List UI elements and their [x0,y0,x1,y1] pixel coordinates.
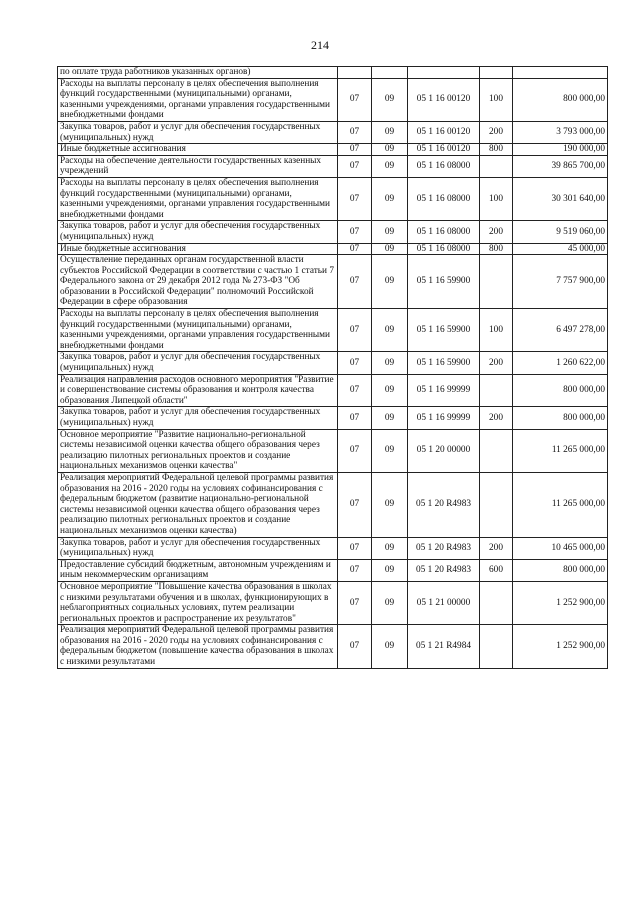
row-subsection-cell: 09 [372,221,408,243]
row-section-cell: 07 [338,559,372,581]
row-target-article-cell: 05 1 20 R4983 [408,537,480,559]
table-row [58,144,608,156]
row-name-cell: Осуществление переданных органам государственной власти субъектов Российской Федерации в соответствии с частью 1 статьи 7 Федерального закона от 29 декабря 2012 года № 273-ФЗ "Об образовании в Российской Федерации" полномочий Российской Федерации в сфере образования [58,255,338,309]
row-section-cell [338,67,372,79]
row-target-article-cell: 05 1 16 00120 [408,144,480,156]
row-section-cell: 07 [338,221,372,243]
row-target-article-cell: 05 1 16 08000 [408,155,480,177]
row-subsection-cell: 09 [372,78,408,121]
row-amount-cell: 3 793 000,00 [513,121,608,143]
row-target-article-cell: 05 1 16 08000 [408,221,480,243]
row-amount-cell: 800 000,00 [513,407,608,429]
row-expense-type-cell: 200 [480,407,513,429]
row-subsection-cell: 09 [372,625,408,668]
table-row [58,155,608,177]
table-row [58,374,608,407]
table-row [58,581,608,624]
row-expense-type-cell: 600 [480,559,513,581]
row-subsection-cell: 09 [372,243,408,255]
row-name-cell: Расходы на выплаты персоналу в целях обеспечения выполнения функций государственными (муниципальными) органами, казенными учреждениями, органами управления государственными внебюджетными фондами [58,78,338,121]
table-row [58,309,608,352]
row-name-cell: Основное мероприятие "Развитие национально-региональной системы независимой оценки качества общего образования через реализацию пилотных региональных проектов и создание национальных механизмов оценки качества" [58,429,338,472]
row-subsection-cell: 09 [372,429,408,472]
row-amount-cell: 39 865 700,00 [513,155,608,177]
row-amount-cell: 800 000,00 [513,559,608,581]
row-subsection-cell: 09 [372,352,408,374]
row-expense-type-cell [480,581,513,624]
row-section-cell: 07 [338,309,372,352]
row-expense-type-cell [480,155,513,177]
budget-table-body [58,67,608,669]
row-expense-type-cell: 200 [480,537,513,559]
row-section-cell: 07 [338,537,372,559]
row-amount-cell: 7 757 900,00 [513,255,608,309]
row-target-article-cell [408,67,480,79]
row-expense-type-cell [480,625,513,668]
table-row [58,559,608,581]
row-name-cell: Закупка товаров, работ и услуг для обеспечения государственных (муниципальных) нужд [58,537,338,559]
row-section-cell: 07 [338,374,372,407]
table-row [58,625,608,668]
row-amount-cell: 10 465 000,00 [513,537,608,559]
row-expense-type-cell: 200 [480,221,513,243]
row-expense-type-cell: 200 [480,352,513,374]
table-row [58,255,608,309]
row-expense-type-cell [480,472,513,537]
row-section-cell: 07 [338,243,372,255]
row-subsection-cell: 09 [372,581,408,624]
table-row [58,121,608,143]
row-name-cell: Расходы на выплаты персоналу в целях обеспечения выполнения функций государственными (муниципальными) органами, казенными учреждениями, органами управления государственными внебюджетными фондами [58,177,338,220]
row-section-cell: 07 [338,177,372,220]
row-expense-type-cell [480,374,513,407]
table-row [58,407,608,429]
page-number: 214 [311,38,329,52]
row-section-cell: 07 [338,429,372,472]
row-target-article-cell: 05 1 16 08000 [408,243,480,255]
row-name-cell: Предоставление субсидий бюджетным, автономным учреждениям и иным некоммерческим организациям [58,559,338,581]
row-amount-cell: 1 252 900,00 [513,625,608,668]
row-target-article-cell: 05 1 16 59900 [408,309,480,352]
row-name-cell: Иные бюджетные ассигнования [58,243,338,255]
row-subsection-cell: 09 [372,177,408,220]
row-subsection-cell: 09 [372,121,408,143]
table-row [58,67,608,79]
row-section-cell: 07 [338,581,372,624]
row-name-cell: Расходы на выплаты персоналу в целях обеспечения выполнения функций государственными (муниципальными) органами, казенными учреждениями, органами управления государственными внебюджетными фондами [58,309,338,352]
row-subsection-cell: 09 [372,309,408,352]
row-target-article-cell: 05 1 21 R4984 [408,625,480,668]
row-subsection-cell: 09 [372,144,408,156]
row-target-article-cell: 05 1 20 00000 [408,429,480,472]
row-name-cell: Расходы на обеспечение деятельности государственных казенных учреждений [58,155,338,177]
row-section-cell: 07 [338,255,372,309]
row-name-cell: Реализация мероприятий Федеральной целевой программы развития образования на 2016 - 2020 годы на условиях софинансирования с федеральным бюджетом (развитие национально-региональной системы независимой оценки качества общего образования через реализацию пилотных региональных проектов и создание национальных механизмов оценки качества) [58,472,338,537]
row-expense-type-cell [480,429,513,472]
table-row [58,221,608,243]
table-row [58,429,608,472]
row-target-article-cell: 05 1 16 00120 [408,78,480,121]
row-subsection-cell: 09 [372,407,408,429]
row-section-cell: 07 [338,352,372,374]
table-row [58,177,608,220]
row-amount-cell: 190 000,00 [513,144,608,156]
row-expense-type-cell: 800 [480,144,513,156]
row-name-cell: по оплате труда работников указанных органов) [58,67,338,79]
row-amount-cell: 11 265 000,00 [513,472,608,537]
row-subsection-cell: 09 [372,537,408,559]
row-section-cell: 07 [338,121,372,143]
row-name-cell: Закупка товаров, работ и услуг для обеспечения государственных (муниципальных) нужд [58,352,338,374]
row-amount-cell: 800 000,00 [513,78,608,121]
table-row [58,472,608,537]
row-amount-cell: 1 260 622,00 [513,352,608,374]
row-target-article-cell: 05 1 16 99999 [408,407,480,429]
row-expense-type-cell: 800 [480,243,513,255]
row-name-cell: Иные бюджетные ассигнования [58,144,338,156]
row-section-cell: 07 [338,407,372,429]
row-subsection-cell [372,67,408,79]
row-target-article-cell: 05 1 20 R4983 [408,559,480,581]
row-target-article-cell: 05 1 16 59900 [408,255,480,309]
budget-table [57,66,608,669]
row-amount-cell: 30 301 640,00 [513,177,608,220]
row-section-cell: 07 [338,155,372,177]
row-name-cell: Реализация направления расходов основного мероприятия "Развитие и совершенствование системы образования и контроля качества образования Липецкой области" [58,374,338,407]
row-expense-type-cell [480,67,513,79]
row-amount-cell: 1 252 900,00 [513,581,608,624]
table-row [58,352,608,374]
table-row [58,78,608,121]
row-expense-type-cell: 100 [480,78,513,121]
row-target-article-cell: 05 1 21 00000 [408,581,480,624]
row-expense-type-cell: 100 [480,177,513,220]
row-amount-cell: 11 265 000,00 [513,429,608,472]
row-subsection-cell: 09 [372,255,408,309]
row-subsection-cell: 09 [372,155,408,177]
row-section-cell: 07 [338,625,372,668]
row-amount-cell: 9 519 060,00 [513,221,608,243]
row-target-article-cell: 05 1 20 R4983 [408,472,480,537]
row-target-article-cell: 05 1 16 08000 [408,177,480,220]
table-row [58,537,608,559]
row-name-cell: Закупка товаров, работ и услуг для обеспечения государственных (муниципальных) нужд [58,407,338,429]
row-section-cell: 07 [338,78,372,121]
row-name-cell: Закупка товаров, работ и услуг для обеспечения государственных (муниципальных) нужд [58,221,338,243]
row-target-article-cell: 05 1 16 59900 [408,352,480,374]
row-name-cell: Реализация мероприятий Федеральной целевой программы развития образования на 2016 - 2020 годы на условиях софинансирования с федеральным бюджетом (повышение качества образования в школах с низкими результатами [58,625,338,668]
row-target-article-cell: 05 1 16 00120 [408,121,480,143]
table-row [58,243,608,255]
row-amount-cell: 6 497 278,00 [513,309,608,352]
row-section-cell: 07 [338,472,372,537]
row-subsection-cell: 09 [372,559,408,581]
row-target-article-cell: 05 1 16 99999 [408,374,480,407]
row-amount-cell: 45 000,00 [513,243,608,255]
row-subsection-cell: 09 [372,472,408,537]
row-name-cell: Основное мероприятие "Повышение качества образования в школах с низкими результатами обучения и в школах, функционирующих в неблагоприятных социальных условиях, путем реализации региональных проектов и распространение их результатов" [58,581,338,624]
row-subsection-cell: 09 [372,374,408,407]
row-expense-type-cell [480,255,513,309]
row-amount-cell [513,67,608,79]
row-name-cell: Закупка товаров, работ и услуг для обеспечения государственных (муниципальных) нужд [58,121,338,143]
row-expense-type-cell: 200 [480,121,513,143]
row-amount-cell: 800 000,00 [513,374,608,407]
row-section-cell: 07 [338,144,372,156]
row-expense-type-cell: 100 [480,309,513,352]
